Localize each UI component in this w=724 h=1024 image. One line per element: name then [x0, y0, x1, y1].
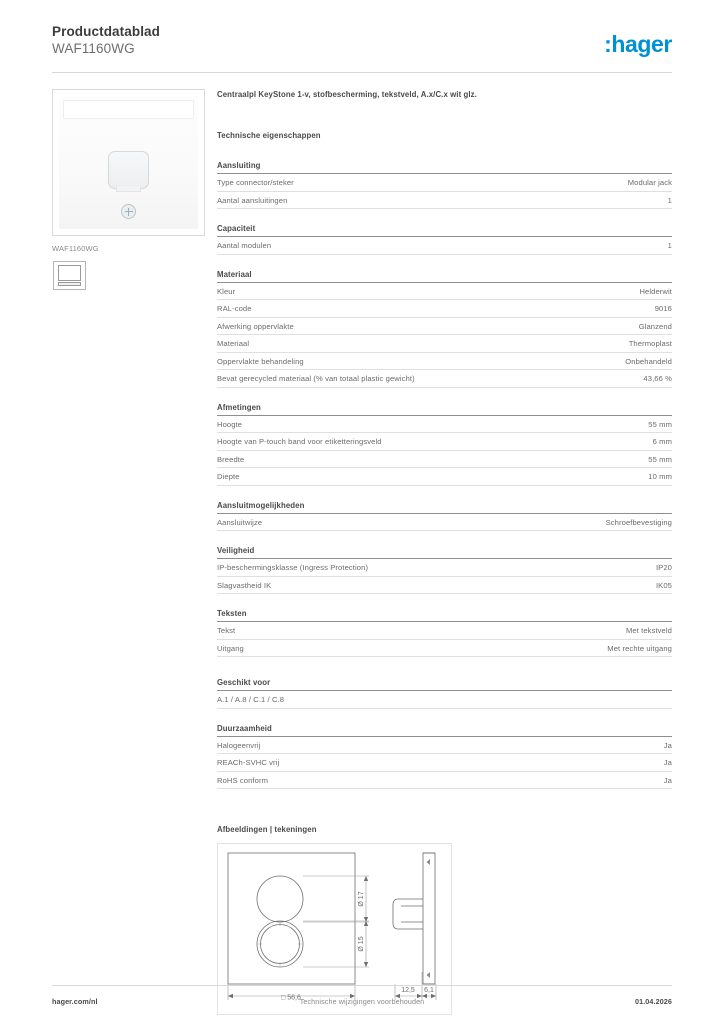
dim-hole-bottom-label: Ø 15 [358, 936, 365, 952]
table-row [217, 691, 672, 709]
row-value: 6 mm [652, 437, 672, 446]
section-spacer [217, 657, 672, 678]
group-title: Capaciteit [217, 224, 672, 237]
row-label: Uitgang [217, 643, 244, 653]
technical-properties-heading: Technische eigenschappen [217, 131, 321, 140]
row-value: 43,66 % [643, 374, 672, 383]
group-title: Duurzaamheid [217, 724, 672, 737]
row-label: Aantal modulen [217, 241, 272, 250]
row-label: Slagvastheid IK [217, 580, 272, 590]
row-label: Oppervlakte behandeling [217, 356, 304, 366]
thumbnail-strip-icon [58, 282, 81, 286]
row-label: RAL-code [217, 304, 252, 313]
group-title: Geschikt voor [217, 678, 672, 691]
footer-website[interactable]: hager.com/nl [52, 997, 98, 1006]
table-row [217, 174, 672, 192]
row-label: Type connector/steker [217, 178, 294, 187]
spec-group-duurzaamheid [217, 724, 672, 790]
table-row [217, 640, 672, 658]
specifications-content [217, 89, 672, 1015]
product-reference: WAF1160WG [52, 41, 135, 56]
row-value: 1 [667, 241, 672, 250]
row-value: Schroefbevestiging [605, 517, 672, 527]
row-label: Halogeenvrij [217, 740, 261, 750]
dim-depth-back-label: 12,5 [401, 987, 415, 994]
table-row [217, 468, 672, 486]
spec-group-teksten [217, 609, 672, 657]
row-label: Tekst [217, 626, 236, 635]
table-row [217, 433, 672, 451]
dim-width-label: □ 56,6 [281, 994, 301, 1002]
group-title: Aansluiting [217, 161, 672, 174]
table-row [217, 416, 672, 434]
row-value: Ja [663, 758, 672, 767]
group-title: Materiaal [217, 270, 672, 283]
row-label: Bevat gerecycled materiaal (% van totaal plastic gewicht) [217, 374, 415, 383]
jack-cover-icon [108, 151, 149, 189]
table-row [217, 737, 672, 755]
row-label: IP-beschermingsklasse (Ingress Protection) [217, 563, 369, 572]
technical-drawing-svg [218, 844, 451, 1014]
row-label: Afwerking oppervlakte [217, 321, 294, 331]
row-value: Met rechte uitgang [607, 643, 672, 653]
row-value: 1 [667, 195, 672, 205]
row-label: A.1 / A.8 / C.1 / C.8 [217, 695, 285, 704]
spec-group-aansluiting [217, 161, 672, 209]
group-title: Veiligheid [217, 546, 672, 559]
table-row [217, 514, 672, 532]
hager-logo: :hager [604, 31, 672, 57]
group-title: Afmetingen [217, 403, 672, 416]
thumbnail-plate-icon [58, 265, 81, 281]
dim-hole-top-label: Ø 17 [358, 891, 365, 907]
screw-icon [121, 204, 136, 219]
product-plate-graphic [59, 96, 198, 229]
row-value: Ja [663, 740, 672, 750]
row-label: Hoogte [217, 419, 243, 429]
table-row [217, 353, 672, 371]
dim-depth-front-label: 6,1 [424, 987, 434, 994]
table-row [217, 300, 672, 318]
product-thumbnail[interactable] [53, 261, 86, 290]
row-label: Kleur [217, 286, 236, 296]
table-row [217, 192, 672, 210]
table-row [217, 754, 672, 772]
row-value: Thermoplast [628, 339, 672, 348]
row-value: IK05 [655, 580, 672, 590]
group-title: Aansluitmogelijkheden [217, 501, 672, 514]
row-value: Modular jack [627, 178, 672, 187]
spec-group-aansluitmogelijkheden [217, 501, 672, 532]
row-label: Aansluitwijze [217, 517, 263, 527]
table-row [217, 577, 672, 595]
spec-group-veiligheid [217, 546, 672, 594]
row-value: Onbehandeld [625, 356, 672, 366]
drawings-heading: Afbeeldingen | tekeningen [217, 825, 317, 834]
table-row [217, 335, 672, 353]
row-value: Glanzend [638, 321, 672, 331]
label-strip [63, 100, 194, 119]
spec-group-geschikt-voor [217, 678, 672, 709]
row-label: Diepte [217, 472, 240, 481]
row-value: IP20 [655, 563, 672, 572]
product-description: Centraalpl KeyStone 1-v, stofbescherming, tekstveld, A.x/C.x wit glz. [217, 90, 477, 99]
table-row [217, 772, 672, 790]
table-row [217, 237, 672, 255]
drawing-spacer [217, 804, 672, 825]
row-label: Materiaal [217, 339, 250, 348]
row-value: Helderwit [639, 286, 672, 296]
product-image [52, 89, 205, 236]
row-label: Aantal aansluitingen [217, 195, 288, 205]
table-row [217, 370, 672, 388]
table-row [217, 451, 672, 469]
row-label: Breedte [217, 454, 245, 464]
row-label: RoHS conform [217, 775, 268, 785]
table-row [217, 622, 672, 640]
footer-date: 01.04.2026 [635, 997, 672, 1006]
row-value: 10 mm [648, 472, 672, 481]
footer-divider [52, 985, 672, 986]
row-value: 55 mm [648, 419, 672, 429]
product-image-caption: WAF1160WG [52, 244, 99, 253]
footer-disclaimer: Technische wijzigingen voorbehouden [299, 997, 425, 1006]
row-value: 55 mm [648, 454, 672, 464]
row-value: Met tekstveld [625, 626, 672, 635]
row-label: Hoogte van P-touch band voor etiketteringsveld [217, 437, 382, 446]
row-value: Ja [663, 775, 672, 785]
page-header [52, 24, 672, 74]
spec-group-afmetingen [217, 403, 672, 486]
page-footer [52, 994, 672, 1009]
technical-drawing [217, 843, 452, 1015]
row-label: REACh-SVHC vrij [217, 758, 280, 767]
spec-group-capaciteit [217, 224, 672, 255]
header-divider [52, 72, 672, 73]
page-title: Productdatablad [52, 24, 161, 39]
row-value: 9016 [654, 304, 672, 313]
group-title: Teksten [217, 609, 672, 622]
spec-group-materiaal [217, 270, 672, 388]
table-row [217, 318, 672, 336]
table-row [217, 283, 672, 301]
table-row [217, 559, 672, 577]
